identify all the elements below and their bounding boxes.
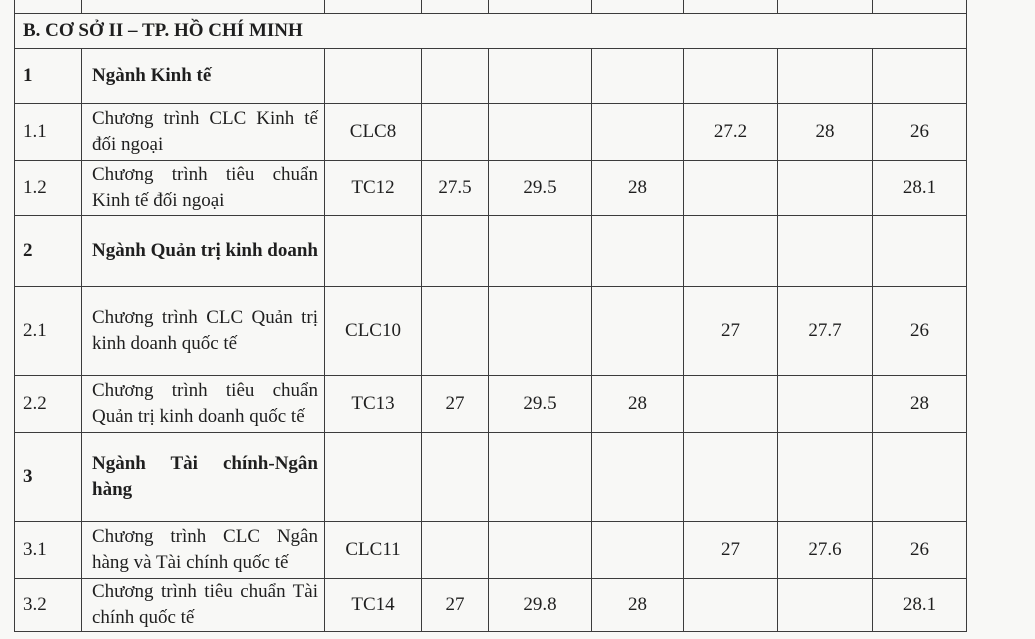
- row-program-name: Chương trình CLC Quản trị kinh doanh quốc tế: [82, 287, 325, 376]
- score-cell: 28: [592, 161, 684, 216]
- top-partial-row: [15, 0, 1028, 14]
- table-row: [15, 161, 1028, 216]
- score-cell: [592, 522, 684, 579]
- section-title: B. CƠ SỞ II – TP. HỒ CHÍ MINH: [15, 14, 967, 49]
- score-cell: 28.1: [873, 579, 967, 632]
- score-cell: [489, 104, 592, 161]
- row-program-name: Chương trình CLC Kinh tế đối ngoại: [82, 104, 325, 161]
- row-program-name: Chương trình tiêu chuẩn Kinh tế đối ngoại: [82, 161, 325, 216]
- score-cell: [684, 579, 778, 632]
- score-cell: [489, 433, 592, 522]
- row-program-name: Ngành Quản trị kinh doanh: [82, 216, 325, 287]
- score-cell: 28: [592, 376, 684, 433]
- score-cell: [873, 49, 967, 104]
- row-program-name: Ngành Kinh tế: [82, 49, 325, 104]
- section-row: [15, 14, 1028, 49]
- score-cell: 27.2: [684, 104, 778, 161]
- score-cell: 28: [592, 579, 684, 632]
- table-row: [15, 579, 1028, 632]
- row-stt: 1.1: [15, 104, 82, 161]
- row-stt: 3: [15, 433, 82, 522]
- score-cell: 27.6: [778, 522, 873, 579]
- score-cell: [422, 216, 489, 287]
- score-cell: 27.5: [422, 161, 489, 216]
- row-stt: 3.1: [15, 522, 82, 579]
- table-row: [15, 287, 1028, 376]
- score-cell: 28.1: [873, 161, 967, 216]
- score-cell: [592, 104, 684, 161]
- table-row: [15, 433, 1028, 522]
- row-stt: 1: [15, 49, 82, 104]
- score-cell: [489, 216, 592, 287]
- row-code: CLC8: [325, 104, 422, 161]
- score-cell: [592, 216, 684, 287]
- row-code: CLC11: [325, 522, 422, 579]
- score-cell: [684, 161, 778, 216]
- score-cell: [684, 376, 778, 433]
- score-cell: [592, 287, 684, 376]
- row-code: [325, 216, 422, 287]
- score-cell: 29.5: [489, 376, 592, 433]
- score-cell: 27: [684, 522, 778, 579]
- admission-score-table: [14, 0, 1028, 632]
- row-stt: 1.2: [15, 161, 82, 216]
- table-row: [15, 522, 1028, 579]
- row-stt: 3.2: [15, 579, 82, 632]
- score-cell: [422, 522, 489, 579]
- score-cell: 28: [873, 376, 967, 433]
- score-cell: [489, 522, 592, 579]
- table-row: [15, 104, 1028, 161]
- table-row: [15, 49, 1028, 104]
- row-code: [325, 433, 422, 522]
- score-cell: [422, 104, 489, 161]
- score-cell: 29.5: [489, 161, 592, 216]
- score-cell: [778, 49, 873, 104]
- score-cell: [778, 161, 873, 216]
- score-cell: [489, 49, 592, 104]
- score-cell: [684, 216, 778, 287]
- score-cell: [684, 49, 778, 104]
- row-program-name: Chương trình CLC Ngân hàng và Tài chính quốc tế: [82, 522, 325, 579]
- score-cell: 27: [684, 287, 778, 376]
- score-cell: [422, 287, 489, 376]
- score-cell: 26: [873, 287, 967, 376]
- score-cell: [422, 49, 489, 104]
- score-cell: [592, 433, 684, 522]
- row-code: CLC10: [325, 287, 422, 376]
- row-program-name: Chương trình tiêu chuẩn Tài chính quốc tế: [82, 579, 325, 632]
- row-program-name: Ngành Tài chính-Ngân hàng: [82, 433, 325, 522]
- score-cell: [873, 433, 967, 522]
- score-cell: 29.8: [489, 579, 592, 632]
- table-row: [15, 376, 1028, 433]
- score-cell: [778, 216, 873, 287]
- score-cell: [422, 433, 489, 522]
- score-cell: 27: [422, 376, 489, 433]
- row-stt: 2.1: [15, 287, 82, 376]
- row-stt: 2: [15, 216, 82, 287]
- row-code: TC12: [325, 161, 422, 216]
- score-cell: 26: [873, 522, 967, 579]
- score-cell: [778, 433, 873, 522]
- row-code: TC14: [325, 579, 422, 632]
- row-code: TC13: [325, 376, 422, 433]
- score-cell: [778, 579, 873, 632]
- score-cell: 27.7: [778, 287, 873, 376]
- table-row: [15, 216, 1028, 287]
- score-cell: 26: [873, 104, 967, 161]
- score-cell: [684, 433, 778, 522]
- score-cell: [592, 49, 684, 104]
- row-code: [325, 49, 422, 104]
- score-cell: [873, 216, 967, 287]
- score-cell: [489, 287, 592, 376]
- row-stt: 2.2: [15, 376, 82, 433]
- score-cell: 28: [778, 104, 873, 161]
- score-cell: 27: [422, 579, 489, 632]
- score-cell: [778, 376, 873, 433]
- row-program-name: Chương trình tiêu chuẩn Quản trị kinh doanh quốc tế: [82, 376, 325, 433]
